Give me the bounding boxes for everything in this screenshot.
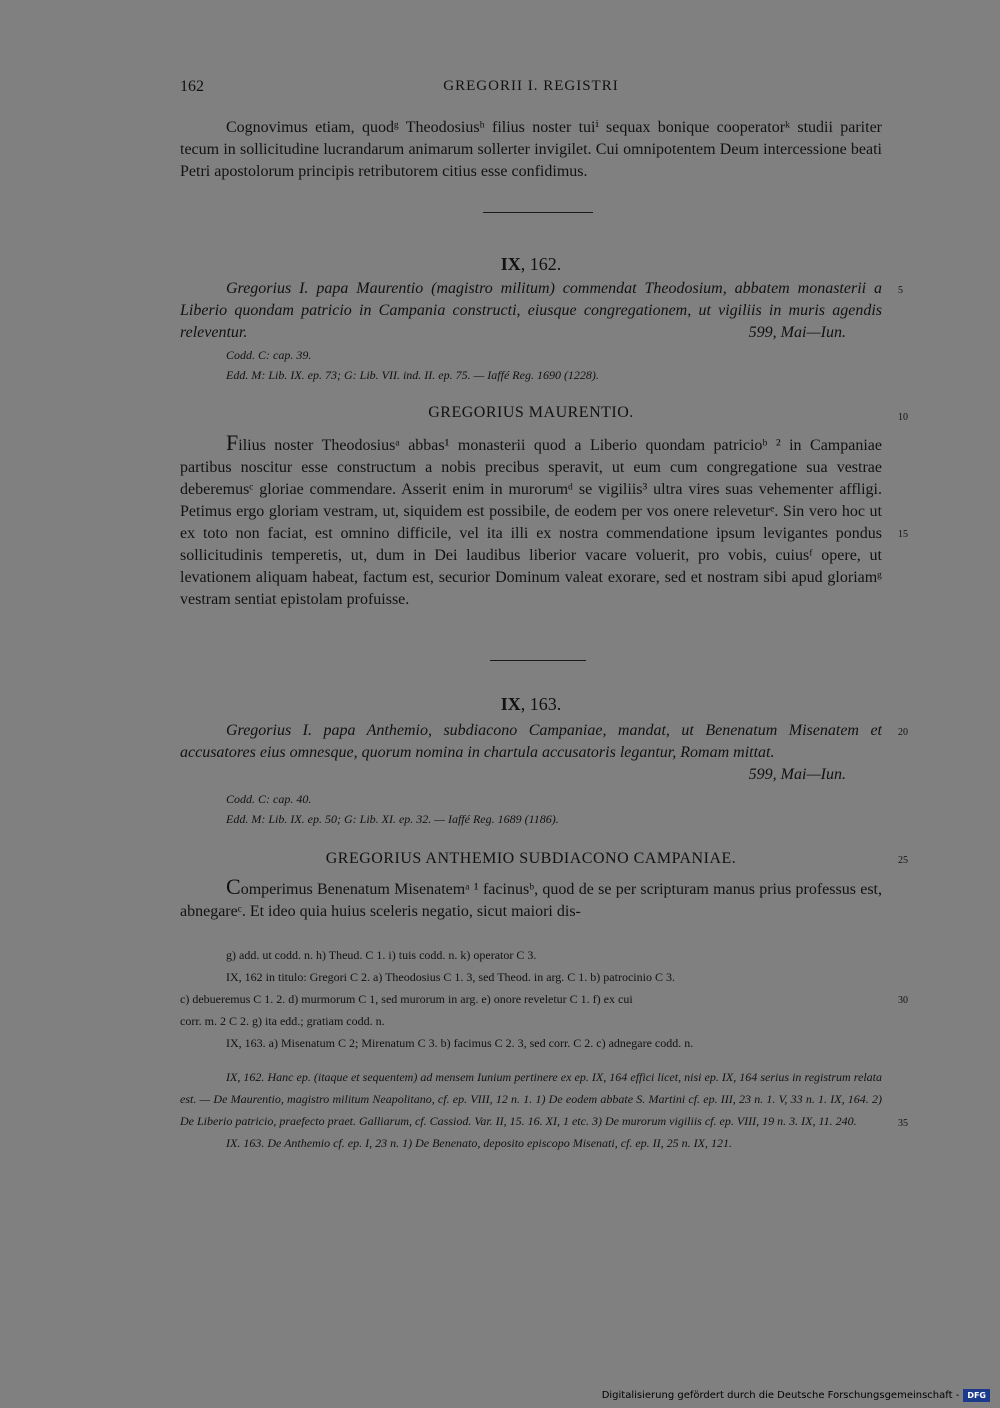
- letter-body-text: ilius noster Theodosiusᵃ abbas¹ monasterii quod a Liberio quondam patricioᵇ ² in Campaniae partibus noscitur esse constructum a nobis precibus speravit, ut eum cum congregatione sua vestrae deberemusᶜ gloriae commendare. Asserit enim in murorumᵈ se vigiliis³ ultra vires suas vehementer affligi. Petimus ergo gloriam vestram, ut, siquidem est possibile, de eodem per vos onere releveturᵉ. Sin vero hoc ut ex toto non faciat, est omnino difficile, vel ita illi ex nostra commendatione ipsum levigantes pondus sollicitudinis temperetis, ut, dum in Dei laudibus liberior vacare voluerit, pro vobis, cuiusᶠ opere, ut levationem aliquam habeat, factum est, securior Dominum valeat exorare, sed et nostram sibi apud gloriamᵍ vestram sentiat epistolam profuisse.: [180, 437, 882, 608]
- dfg-logo-icon: DFG: [963, 1389, 990, 1402]
- line-number: 30: [898, 995, 908, 1006]
- page-number: 162: [180, 78, 204, 95]
- running-title: GREGORII I. REGISTRI: [443, 78, 619, 94]
- regest-text: Gregorius I. papa Anthemio, subdiacono Campaniae, mandat, ut Benenatum Misenatem et accusatores eius omnesque, quorum nomina in chartula accusatoris legantur, Romam mittat.: [180, 722, 882, 761]
- critical-apparatus: [180, 944, 882, 1054]
- editions-line: Edd. M: Lib. IX. ep. 73; G: Lib. VII. ind. II. ep. 75. — Iaffé Reg. 1690 (1228).: [226, 368, 599, 382]
- letter-heading: [180, 694, 882, 715]
- line-number: 35: [898, 1118, 908, 1129]
- codices-line: Codd. C: cap. 40.: [226, 792, 312, 806]
- initial-letter: C: [226, 874, 241, 899]
- regest-text: Gregorius I. papa Maurentio (magistro militum) commendat Theodosium, abbatem monasterii a Liberio quondam patricio in Campania constructi, eiusque congregationem, ut vigiliis in muris agendis releventur.: [180, 280, 882, 341]
- letter-number: , 162.: [520, 254, 562, 274]
- letter-date: 599, Mai—Iun.: [748, 324, 846, 341]
- apparatus-line: IX, 163. a) Misenatum C 2; Mirenatum C 3. b) facimus C 2. 3, sed corr. C 2. c) adnegare codd. n.: [226, 1036, 694, 1050]
- commentary-paragraph: IX, 162. Hanc ep. (itaque et sequentem) ad mensem Iunium pertinere ex ep. IX, 164 effici licet, nisi ep. IX, 164 serius in registrum relata est. — De Maurentio, magistro militum Neapolitano, cf. ep. VIII, 12 n. 1. 1) De eodem abbate S. Martini cf. ep. III, 23 n. 1. V, 33 n. 1. IX, 164. 2) De Liberio patricio, praefecto praet. Galliarum, cf. Cassiod. Var. II, 15. 16. XI, 1 etc. 3) De murorum vigiliis cf. ep. VIII, 19 n. 3. IX, 11. 240.: [180, 1070, 882, 1128]
- letter-body-text: omperimus Benenatum Misenatemᵃ ¹ facinusᵇ, quod de se per scripturam manus prius professus est, abnegareᶜ. Et ideo quia huius sceleris negatio, sicut maiori dis-: [180, 881, 882, 920]
- line-number: 5: [898, 285, 903, 296]
- line-number: 25: [898, 855, 908, 866]
- apparatus-line: IX, 162 in titulo: Gregori C 2. a) Theodosius C 1. 3, sed Theod. in arg. C 1. b) patrocinio C 3.: [226, 970, 675, 984]
- letter-book-number: IX: [500, 694, 521, 714]
- page-header: [180, 78, 882, 102]
- letter-book-number: IX: [500, 254, 521, 274]
- letter-title: GREGORIUS MAURENTIO.: [428, 404, 634, 421]
- line-number: 20: [898, 727, 908, 738]
- letter-body: [180, 876, 882, 923]
- letter-regest: [180, 278, 882, 344]
- digitization-footer: [602, 1389, 990, 1402]
- initial-letter: F: [226, 430, 239, 455]
- apparatus-line: g) add. ut codd. n. h) Theud. C 1. i) tuis codd. n. k) operator C 3.: [226, 948, 537, 962]
- section-divider: [490, 660, 586, 661]
- apparatus-line: c) debueremus C 1. 2. d) murmorum C 1, sed murorum in arg. e) onore reveletur C 1. f) ex cui: [180, 992, 633, 1006]
- apparatus-line: corr. m. 2 C 2. g) ita edd.; gratiam codd. n.: [180, 1014, 385, 1028]
- commentary-paragraph: IX. 163. De Anthemio cf. ep. I, 23 n. 1) De Benenato, deposito episcopo Misenati, cf. ep. II, 25 n. IX, 121.: [226, 1136, 732, 1150]
- editions-line: Edd. M: Lib. IX. ep. 50; G: Lib. XI. ep. 32. — Iaffé Reg. 1689 (1186).: [226, 812, 559, 826]
- letter-number: , 163.: [520, 694, 562, 714]
- letter-title: GREGORIUS ANTHEMIO SUBDIACONO CAMPANIAE.: [325, 850, 737, 867]
- codices-line: Codd. C: cap. 39.: [226, 348, 312, 362]
- commentary-notes: [180, 1066, 882, 1154]
- section-divider: [483, 212, 593, 213]
- letter-heading: [180, 254, 882, 275]
- letter-date: 599, Mai—Iun.: [748, 766, 846, 783]
- letter-body: [180, 432, 882, 611]
- letter-regest: [180, 720, 882, 786]
- line-number: 10: [898, 412, 908, 423]
- line-number: 15: [898, 529, 908, 540]
- continuation-paragraph: Cognovimus etiam, quodᵍ Theodosiusʰ filius noster tuiⁱ sequax bonique cooperatorᵏ studii pariter tecum in sollicitudine lucrandarum animarum sollerter invigilet. Cui omnipotentem Deum intercessione beati Petri apostolorum principis retributorem citius esse confidimus.: [180, 119, 882, 180]
- footer-text: Digitalisierung gefördert durch die Deutsche Forschungsgemeinschaft -: [601, 1390, 960, 1401]
